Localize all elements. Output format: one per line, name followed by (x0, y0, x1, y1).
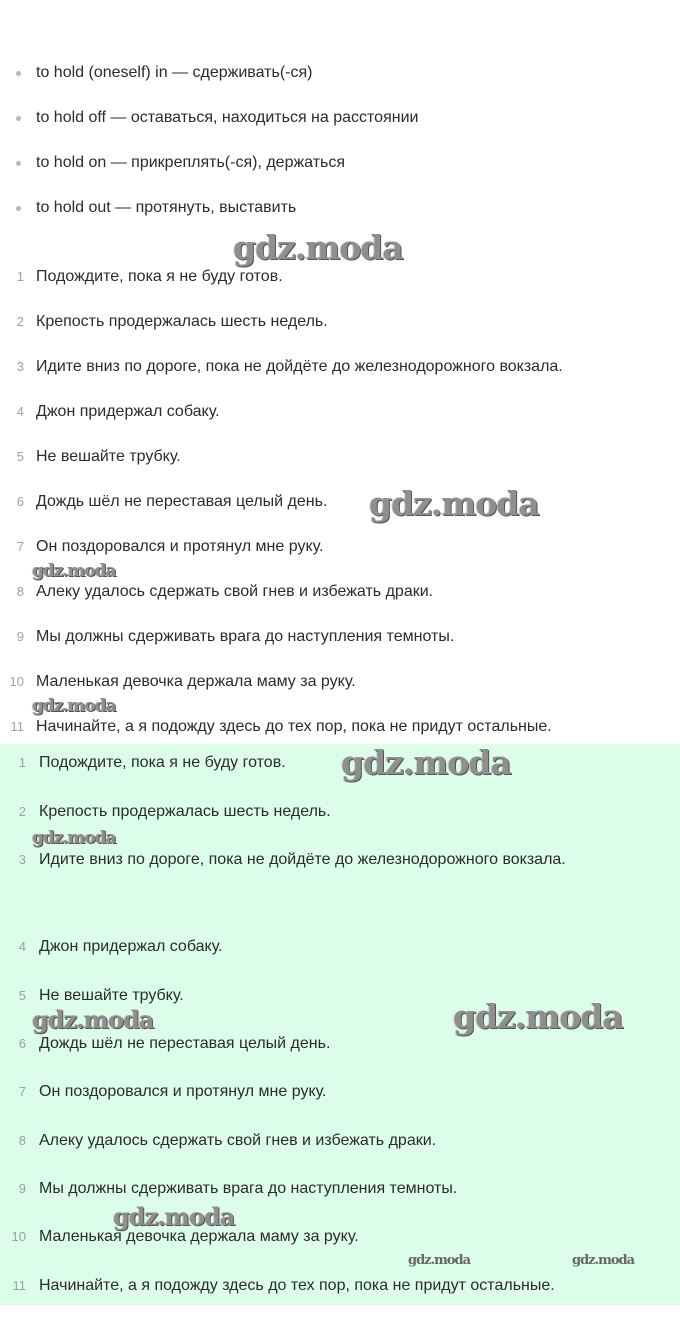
bullet-dot (16, 116, 21, 121)
watermark: gdz.moda (453, 997, 623, 1036)
list-item-text: to hold (oneself) in — сдерживать(-ся) (36, 64, 313, 81)
item-number: 9 (18, 1181, 26, 1196)
item-text: Начинайте, а я подожду здесь до тех пор, пока не придут остальные. (36, 718, 552, 735)
item-text: Алеку удалось сдержать свой гнев и избежать драки. (39, 1132, 437, 1149)
item-number: 6 (16, 494, 24, 509)
item-number: 10 (9, 674, 24, 689)
item-text: Алеку удалось сдержать свой гнев и избежать драки. (36, 583, 434, 600)
item-number: 5 (16, 449, 24, 464)
item-text: Мы должны сдерживать врага до наступления темноты. (39, 1180, 458, 1197)
item-number: 4 (16, 404, 24, 419)
list-item (0, 148, 680, 178)
list-item (0, 193, 680, 223)
watermark: gdz.moda (113, 1202, 235, 1231)
list-item-text: to hold on — прикреплять(-ся), держаться (36, 154, 346, 171)
item-number: 3 (16, 359, 24, 374)
watermark: gdz.moda (32, 1005, 154, 1034)
item-number: 1 (18, 755, 26, 770)
item-text: Джон придержал собаку. (39, 938, 223, 955)
item-number: 2 (16, 314, 24, 329)
watermark: gdz.moda (32, 828, 116, 848)
bullet-dot (16, 71, 21, 76)
item-text: Не вешайте трубку. (36, 448, 181, 465)
watermark: gdz.moda (32, 561, 116, 581)
watermark: gdz.moda (341, 743, 511, 782)
item-number: 3 (18, 852, 26, 867)
item-number: 1 (16, 269, 24, 284)
item-text: Подождите, пока я не буду готов. (36, 268, 283, 285)
item-text: Начинайте, а я подожду здесь до тех пор, пока не придут остальные. (39, 1277, 555, 1294)
item-text: Крепость продержалась шесть недель. (39, 803, 331, 820)
watermark: gdz.moda (369, 484, 539, 523)
item-number: 5 (18, 988, 26, 1003)
list-item-text: to hold off — оставаться, находиться на расстоянии (36, 109, 419, 126)
item-text: Маленькая девочка держала маму за руку. (39, 1228, 359, 1245)
item-text: Дождь шёл не переставая целый день. (39, 1035, 331, 1052)
item-number: 10 (11, 1229, 26, 1244)
list-item-text: to hold out — протянуть, выставить (36, 199, 297, 216)
watermark: gdz.moda (408, 1253, 471, 1268)
item-text: Дождь шёл не переставая целый день. (36, 493, 328, 510)
item-number: 8 (16, 584, 24, 599)
item-text: Не вешайте трубку. (39, 987, 184, 1004)
item-text: Мы должны сдерживать врага до наступления темноты. (36, 628, 455, 645)
item-text: Идите вниз по дороге, пока не дойдёте до железнодорожного вокзала. (39, 851, 566, 868)
item-number: 11 (12, 1278, 26, 1293)
watermark: gdz.moda (32, 696, 116, 716)
item-number: 2 (18, 804, 26, 819)
item-number: 11 (10, 719, 24, 734)
item-text: Идите вниз по дороге, пока не дойдёте до железнодорожного вокзала. (36, 358, 563, 375)
item-text: Он поздоровался и протянул мне руку. (39, 1083, 327, 1100)
watermark: gdz.moda (572, 1253, 635, 1268)
item-text: Крепость продержалась шесть недель. (36, 313, 328, 330)
item-text: Маленькая девочка держала маму за руку. (36, 673, 356, 690)
item-text: Он поздоровался и протянул мне руку. (36, 538, 324, 555)
item-number: 8 (18, 1133, 26, 1148)
item-number: 7 (18, 1084, 26, 1099)
item-text: Подождите, пока я не буду готов. (39, 754, 286, 771)
item-number: 9 (16, 629, 24, 644)
list-item (0, 103, 680, 133)
item-text: Джон придержал собаку. (36, 403, 220, 420)
watermark: gdz.moda (233, 228, 403, 267)
item-number: 4 (18, 939, 26, 954)
item-number: 7 (16, 539, 24, 554)
item-number: 6 (18, 1036, 26, 1051)
bullet-dot (16, 206, 21, 211)
list-item (0, 58, 680, 88)
bullet-dot (16, 161, 21, 166)
